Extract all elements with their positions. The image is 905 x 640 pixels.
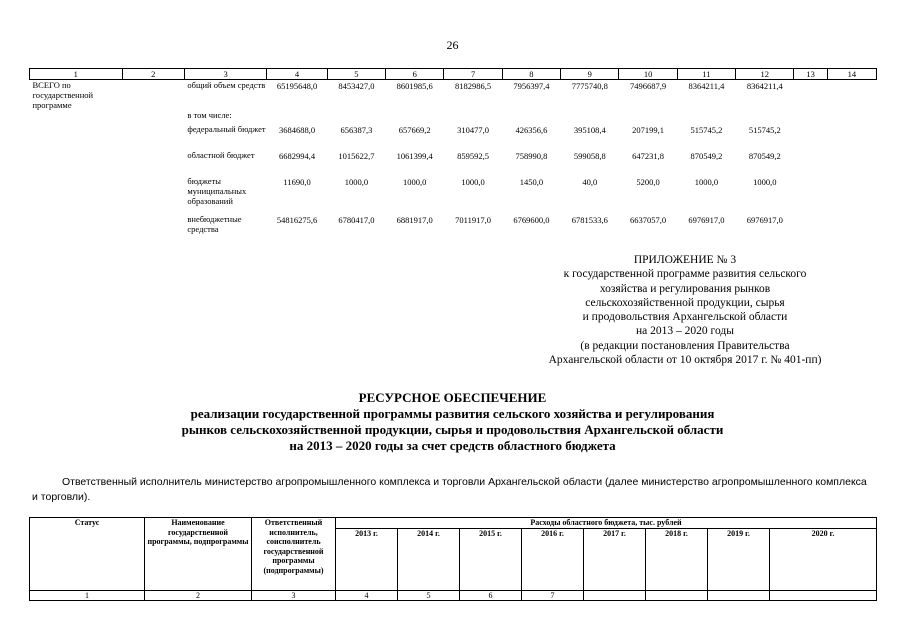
empty-cell [122, 124, 184, 150]
appendix-line: ПРИЛОЖЕНИЕ № 3 [633, 254, 737, 266]
value-cell: 54816275,6 [276, 215, 318, 225]
value-cell: 395108,4 [573, 125, 606, 135]
value-cell [386, 110, 444, 124]
value-cell: 7011917,0 [455, 215, 491, 225]
value-cell: 5200,0 [636, 177, 660, 187]
appendix-line: и продовольствия Архангельской области [582, 311, 788, 324]
row-source-label: внебюджетные средства [187, 214, 242, 234]
empty-cell [794, 80, 827, 111]
value-cell [677, 110, 735, 124]
col-index [584, 590, 646, 600]
table-row [30, 214, 877, 240]
resource-table [29, 517, 877, 601]
col-index: 6 [386, 69, 444, 80]
table-row [30, 124, 877, 150]
col-index: 4 [336, 590, 398, 600]
empty-cell [794, 150, 827, 176]
empty-cell [122, 80, 184, 111]
title-line: на 2013 – 2020 годы за счет средств областного бюджета [289, 438, 616, 453]
table-row [30, 176, 877, 214]
value-cell: 859592,5 [457, 151, 490, 161]
header-program-name: Наименование государственной программы, подпрограммы [145, 518, 252, 591]
value-cell: 515745,2 [690, 125, 723, 135]
value-cell: 870549,2 [748, 151, 781, 161]
value-cell: 8364211,4 [688, 81, 725, 91]
col-index: 1 [30, 69, 123, 80]
value-cell [561, 110, 619, 124]
header-expenses: Расходы областного бюджета, тыс. рублей [336, 518, 877, 529]
empty-cell [827, 176, 876, 214]
value-cell [502, 110, 560, 124]
appendix-line: к государственной программе развития сельского [563, 268, 807, 281]
column-index-row [30, 69, 877, 80]
empty-cell [122, 110, 184, 124]
col-index: 12 [736, 69, 794, 80]
value-cell: 7956397,4 [513, 81, 550, 91]
col-index [770, 590, 877, 600]
col-index: 7 [444, 69, 502, 80]
empty-cell [122, 150, 184, 176]
col-index [708, 590, 770, 600]
value-cell: 6976917,0 [688, 215, 725, 225]
row-program-label: ВСЕГО по государственной программе [32, 80, 94, 110]
title-line: реализации государственной программы развития сельского хозяйства и регулирования [190, 406, 715, 421]
value-cell: 8182986,5 [455, 81, 492, 91]
row-program-label [30, 214, 123, 240]
appendix-line: (в редакции постановления Правительства [580, 339, 790, 352]
value-cell: 310477,0 [457, 125, 490, 135]
row-program-label [30, 110, 123, 124]
value-cell [327, 110, 385, 124]
value-cell: 1450,0 [519, 177, 544, 187]
value-cell: 6976917,0 [746, 215, 783, 225]
empty-cell [827, 80, 876, 111]
continuation-table [29, 68, 877, 240]
value-cell: 1000,0 [461, 177, 485, 187]
title-line: рынков сельскохозяйственной продукции, сырья и продовольствия Архангельской области [181, 422, 724, 437]
row-source-label: бюджеты муниципальных образований [187, 176, 247, 206]
appendix-line: хозяйства и регулирования рынков [599, 282, 771, 295]
col-index: 8 [502, 69, 560, 80]
title-line: РЕСУРСНОЕ ОБЕСПЕЧЕНИЕ [358, 390, 547, 405]
appendix-block [535, 253, 835, 367]
col-index: 3 [252, 590, 336, 600]
value-cell: 6682994,4 [278, 151, 316, 161]
appendix-line: сельскохозяйственной продукции, сырья [585, 296, 785, 309]
value-cell: 870549,2 [690, 151, 723, 161]
header-year: 2019 г. [708, 528, 770, 590]
empty-cell [827, 214, 876, 240]
table-row [30, 150, 877, 176]
col-index: 4 [267, 69, 327, 80]
value-cell: 207199,1 [632, 125, 665, 135]
col-index: 11 [677, 69, 735, 80]
row-source-label: федеральный бюджет [187, 124, 266, 134]
header-year: 2018 г. [646, 528, 708, 590]
value-cell: 40,0 [582, 177, 598, 187]
appendix-line: Архангельской области от 10 октября 2017 г. № 401-пп) [548, 354, 822, 367]
value-cell: 599058,8 [573, 151, 606, 161]
value-cell: 1000,0 [344, 177, 369, 187]
empty-cell [122, 214, 184, 240]
value-cell: 65195648,0 [276, 81, 318, 91]
value-cell: 1000,0 [403, 177, 427, 187]
document-title [0, 390, 905, 454]
header-year: 2014 г. [398, 528, 460, 590]
value-cell: 11690,0 [283, 177, 311, 187]
col-index: 5 [327, 69, 385, 80]
value-cell: 6637057,0 [630, 215, 667, 225]
empty-cell [122, 176, 184, 214]
table-row [30, 110, 877, 124]
value-cell: 1061399,4 [396, 151, 433, 161]
value-cell: 7775740,8 [571, 81, 608, 91]
value-cell: 656387,3 [340, 125, 373, 135]
value-cell [444, 110, 502, 124]
value-cell: 758990,8 [515, 151, 548, 161]
col-index: 9 [561, 69, 619, 80]
value-cell: 1015622,7 [338, 151, 375, 161]
row-source-label: в том числе: [187, 110, 232, 120]
table-row [30, 80, 877, 111]
header-year: 2015 г. [460, 528, 522, 590]
header-year: 2017 г. [584, 528, 646, 590]
value-cell: 8601985,6 [396, 81, 433, 91]
col-index: 10 [619, 69, 677, 80]
value-cell: 6780417,0 [338, 215, 375, 225]
empty-cell [827, 124, 876, 150]
value-cell [267, 110, 327, 124]
col-index: 1 [30, 590, 145, 600]
value-cell: 8364211,4 [746, 81, 783, 91]
column-index-row [30, 590, 877, 600]
empty-cell [794, 124, 827, 150]
value-cell [619, 110, 677, 124]
col-index: 14 [827, 69, 876, 80]
value-cell: 657669,2 [398, 125, 431, 135]
value-cell: 1000,0 [753, 177, 777, 187]
header-executor: Ответственный исполнитель, соисполнитель государственной программы (подпрограммы) [252, 518, 336, 591]
value-cell: 426356,6 [515, 125, 548, 135]
row-program-label [30, 176, 123, 214]
col-index: 3 [184, 69, 266, 80]
row-program-label [30, 124, 123, 150]
row-source-label: областной бюджет [187, 150, 255, 160]
value-cell: 7496687,9 [630, 81, 667, 91]
col-index: 5 [398, 590, 460, 600]
empty-cell [794, 214, 827, 240]
header-status: Статус [30, 518, 145, 591]
value-cell: 3684688,0 [278, 125, 316, 135]
responsible-executor-paragraph: Ответственный исполнитель министерство агропромышленного комплекса и торговли Архангельской области (далее министерство агропромышленного комплекса и торговли). [32, 476, 867, 503]
value-cell: 515745,2 [748, 125, 781, 135]
col-index [646, 590, 708, 600]
header-year: 2013 г. [336, 528, 398, 590]
row-program-label [30, 150, 123, 176]
header-year: 2020 г. [770, 528, 877, 590]
page-number: 26 [446, 38, 459, 52]
row-source-label: общий объем средств [187, 80, 266, 90]
empty-cell [827, 110, 876, 124]
value-cell: 647231,8 [632, 151, 665, 161]
col-index: 7 [522, 590, 584, 600]
col-index: 2 [122, 69, 184, 80]
value-cell: 6769600,0 [513, 215, 550, 225]
value-cell: 1000,0 [694, 177, 719, 187]
header-year: 2016 г. [522, 528, 584, 590]
value-cell [736, 110, 794, 124]
value-cell: 6781533,6 [571, 215, 608, 225]
col-index: 6 [460, 590, 522, 600]
empty-cell [827, 150, 876, 176]
empty-cell [794, 176, 827, 214]
value-cell: 8453427,0 [338, 81, 375, 91]
appendix-line: на 2013 – 2020 годы [636, 325, 734, 338]
col-index: 2 [145, 590, 252, 600]
col-index: 13 [794, 69, 827, 80]
value-cell: 6881917,0 [396, 215, 433, 225]
empty-cell [794, 110, 827, 124]
